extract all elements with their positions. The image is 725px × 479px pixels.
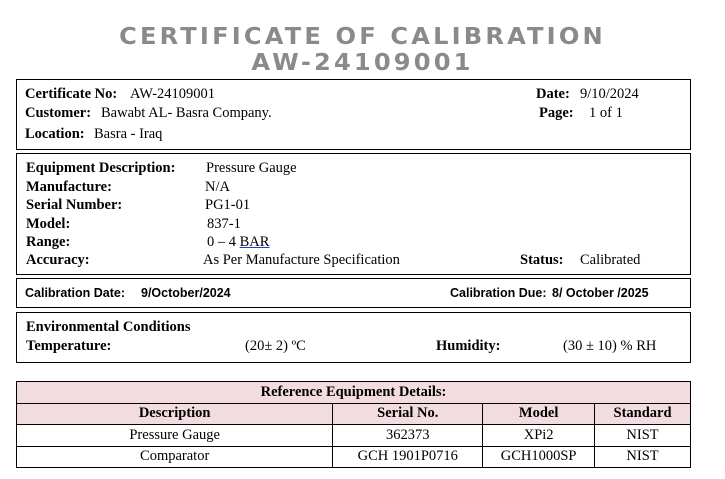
calibration-due-value: 8/ October /2025 <box>552 286 649 300</box>
certificate-title: CERTIFICATE OF CALIBRATION <box>119 24 606 50</box>
customer-value: Bawabt AL- Basra Company. <box>101 105 272 121</box>
date-value: 9/10/2024 <box>580 86 639 102</box>
manufacture-value: N/A <box>205 179 230 195</box>
equipment-description-label: Equipment Description: <box>26 160 176 176</box>
range-label: Range: <box>26 234 71 250</box>
table-cell: GCH 1901P0716 <box>333 446 483 468</box>
equipment-description-value: Pressure Gauge <box>206 160 297 176</box>
table-cell: Comparator <box>17 446 333 468</box>
range-number: 0 – 4 <box>207 234 236 250</box>
manufacture-label: Manufacture: <box>26 179 112 195</box>
humidity-label: Humidity: <box>436 338 501 354</box>
table-cell: Pressure Gauge <box>17 425 333 447</box>
page-label: Page: <box>539 105 574 121</box>
temperature-label: Temperature: <box>26 338 112 354</box>
model-value: 837-1 <box>207 216 241 232</box>
table-cell: GCH1000SP <box>483 446 595 468</box>
page-value: 1 of 1 <box>589 105 623 121</box>
column-header-standard: Standard <box>595 403 691 425</box>
humidity-value: (30 ± 10) % RH <box>563 338 657 354</box>
certificate-number-title: AW-24109001 <box>251 50 474 76</box>
date-label: Date: <box>536 86 570 102</box>
table-title-row <box>17 382 691 404</box>
table-cell: 362373 <box>333 425 483 447</box>
customer-label: Customer: <box>25 105 92 121</box>
calibration-date-value: 9/October/2024 <box>141 286 231 300</box>
table-cell: XPi2 <box>483 425 595 447</box>
reference-table-title: Reference Equipment Details: <box>17 382 691 404</box>
status-value: Calibrated <box>580 252 641 268</box>
status-label: Status: <box>520 252 564 268</box>
table-cell: NIST <box>595 425 691 447</box>
accuracy-value: As Per Manufacture Specification <box>203 252 400 268</box>
table-cell: NIST <box>595 446 691 468</box>
environment-heading: Environmental Conditions <box>26 319 191 335</box>
reference-equipment-table <box>16 381 691 468</box>
temperature-value: (20± 2) ºC <box>245 338 306 354</box>
range-unit: BAR <box>239 234 270 250</box>
calibration-date-label: Calibration Date: <box>25 286 126 300</box>
table-header-row <box>17 403 691 425</box>
column-header-model: Model <box>483 403 595 425</box>
location-value: Basra - Iraq <box>94 126 163 142</box>
range-value <box>207 234 269 251</box>
cert-no-value: AW-24109001 <box>130 86 216 102</box>
accuracy-label: Accuracy: <box>26 252 90 268</box>
serial-number-value: PG1-01 <box>205 197 251 213</box>
calibration-due-label: Calibration Due: <box>450 286 547 300</box>
column-header-description: Description <box>17 403 333 425</box>
serial-number-label: Serial Number: <box>26 197 123 213</box>
table-row <box>17 446 691 468</box>
table-row <box>17 425 691 447</box>
model-label: Model: <box>26 216 71 232</box>
location-label: Location: <box>25 126 85 142</box>
column-header-serial: Serial No. <box>333 403 483 425</box>
cert-no-label: Certificate No: <box>25 86 118 102</box>
